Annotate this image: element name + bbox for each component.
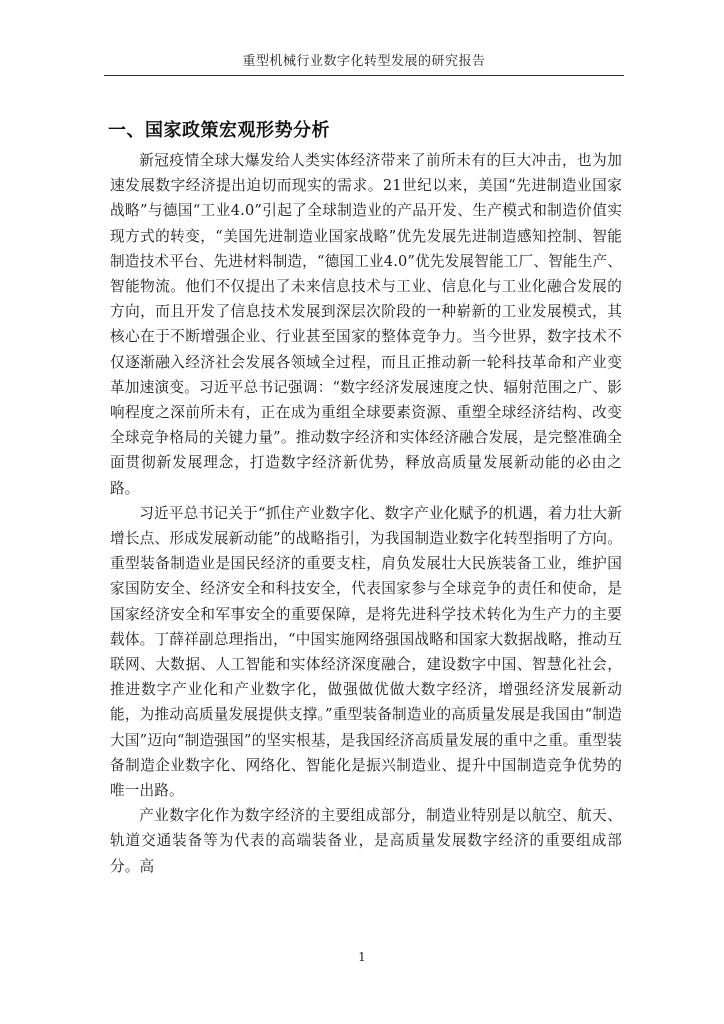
running-header: 重型机械行业数字化转型发展的研究报告	[242, 54, 486, 69]
paragraph-1: 新冠疫情全球大爆发给人类实体经济带来了前所未有的巨大冲击，也为加速发展数字经济提出迫切而现实的需求。21世纪以来，美国“先进制造业国家战略”与德国“工业4.0”引起了全球制造业的产品开发、生产模式和制造价值实现方式的转变，“美国先进制造业国家战略”优先发展先进制造感知控制、智能制造技术平台、先进材料制造，“德国工业4.0”优先发展智能工厂、智能生产、智能物流。他们不仅提出了未来信息技术与工业、信息化与工业化融合发展的方向，而且开发了信息技术发展到深层次阶段的一种崭新的工业发展模式，其核心在于不断增强企业、行业甚至国家的整体竞争力。当今世界，数字技术不仅逐渐融入经济社会发展各领域全过程，而且正推动新一轮科技革命和产业变革加速演变。习近平总书记强调：“数字经济发展速度之快、辐射范围之广、影响程度之深前所未有，正在成为重组全球要素资源、重塑全球经济结构、改变全球竞争格局的关键力量”。推动数字经济和实体经济融合发展，是完整准确全面贯彻新发展理念，打造数字经济新优势，释放高质量发展新动能的必由之路。	[110, 152, 622, 497]
body-text	[110, 148, 622, 879]
paragraph-3: 产业数字化作为数字经济的主要组成部分，制造业特别是以航空、航天、轨道交通装备等为代表的高端装备业，是高质量发展数字经济的重要组成部分。高	[110, 807, 622, 875]
paragraph-2: 习近平总书记关于“抓住产业数字化、数字产业化赋予的机遇，着力壮大新增长点、形成发展新动能”的战略指引，为我国制造业数字化转型指明了方向。重型装备制造业是国民经济的重要支柱，肩负发展壮大民族装备工业，维护国家国防安全、经济安全和科技安全，代表国家参与全球竞争的责任和使命，是国家经济安全和军事安全的重要保障，是将先进科学技术转化为生产力的主要载体。丁薛祥副总理指出，“中国实施网络强国战略和国家大数据战略，推动互联网、大数据、人工智能和实体经济深度融合，建设数字中国、智慧化社会，推进数字产业化和产业数字化，做强做优做大数字经济，增强经济发展新动能，为推动高质量发展提供支撑。”重型装备制造业的高质量发展是我国由“制造大国”迈向“制造强国”的坚实根基，是我国经济高质量发展的重中之重。重型装备制造企业数字化、网络化、智能化是振兴制造业、提升中国制造竞争优势的唯一出路。	[110, 504, 622, 800]
header-rule	[104, 75, 624, 76]
page-number: 1	[358, 950, 366, 964]
section-heading: 一、国家政策宏观形势分析	[108, 120, 330, 141]
